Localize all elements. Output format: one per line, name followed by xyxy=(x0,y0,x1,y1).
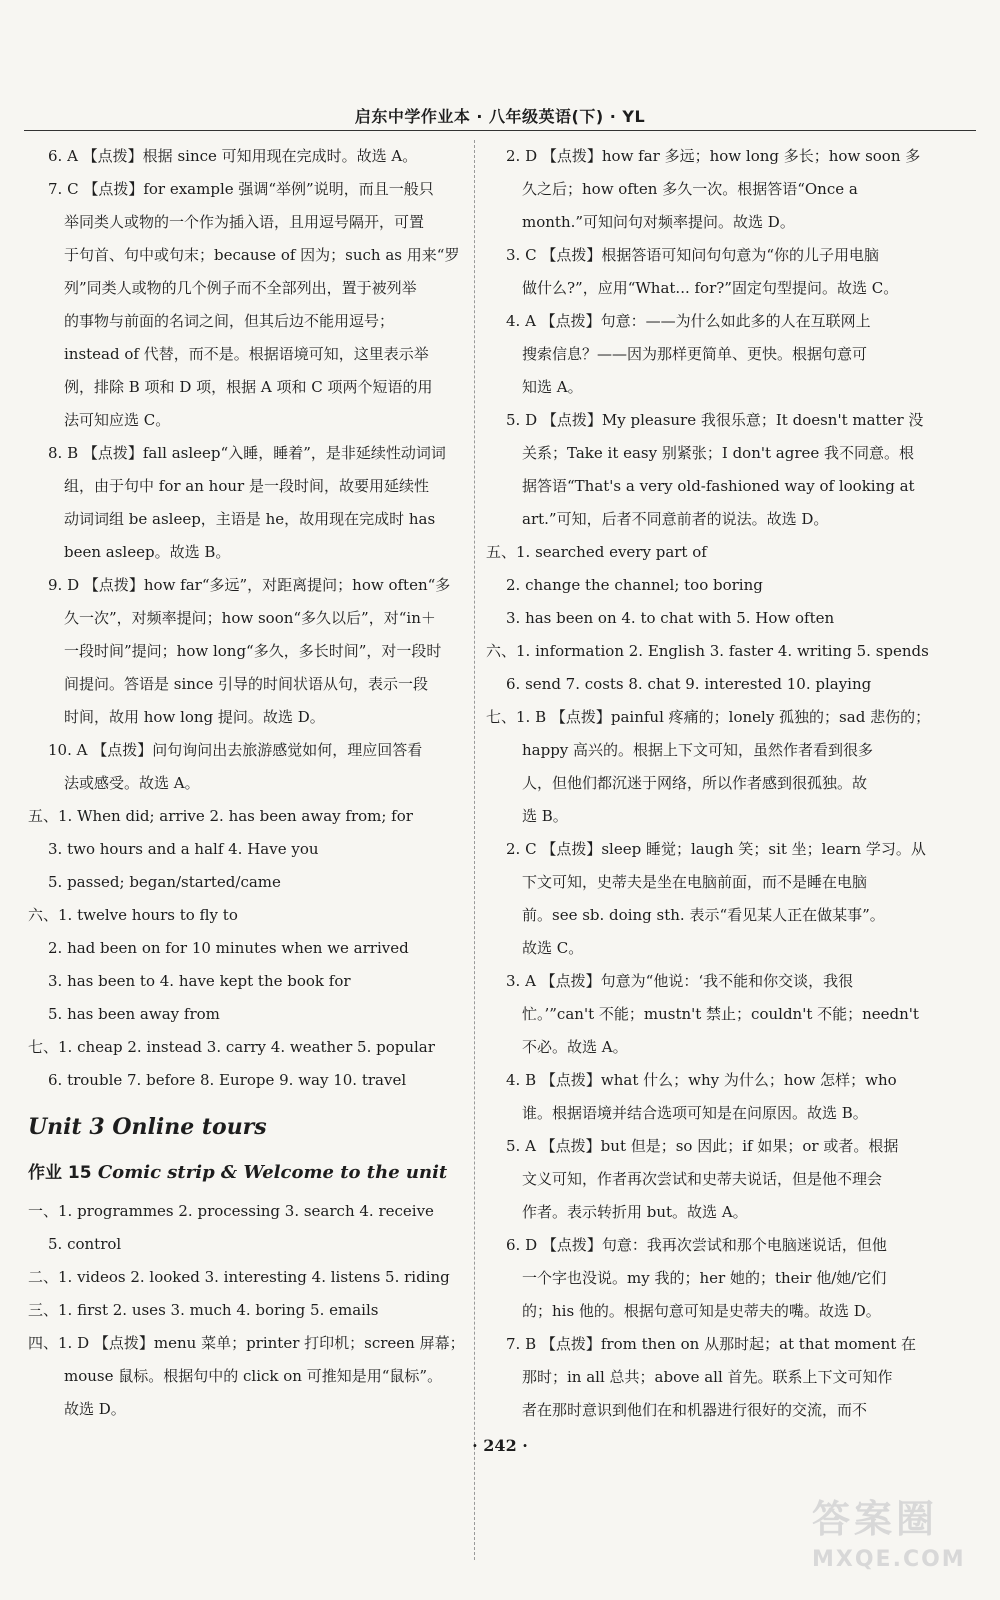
answer-line: 5. D 【点拨】My pleasure 我很乐意；It doesn't matter 没 xyxy=(506,411,924,429)
homework-title xyxy=(28,1153,466,1193)
answer-line: 间提问。答语是 since 引导的时间状语从句，表示一段 xyxy=(64,675,428,693)
answer-line: 人，但他们都沉迷于网络，所以作者感到很孤独。故 xyxy=(522,774,868,792)
answer-line: 列”同类人或物的几个例子而不全部列出，置于被列举 xyxy=(64,279,417,297)
answer-line: 五、1. When did; arrive 2. has been away from; for xyxy=(28,807,413,825)
answer-line: 不必。故选 A。 xyxy=(522,1038,628,1056)
answer-line: 5. control xyxy=(48,1235,122,1253)
answer-line: 者在那时意识到他们在和机器进行很好的交流，而不 xyxy=(522,1401,868,1419)
answer-line: 关系；Take it easy 别紧张；I don't agree 我不同意。根 xyxy=(522,444,915,462)
homework-label: 作业 15 xyxy=(28,1163,92,1183)
running-header: 启东中学作业本 · 八年级英语(下) · YL xyxy=(24,104,976,131)
answer-line: 5. passed; began/started/came xyxy=(48,873,281,891)
left-answers-block-2 xyxy=(28,1195,466,1426)
answer-line: 久一次”，对频率提问；how soon“多久以后”，对“in＋ xyxy=(64,609,436,627)
left-column xyxy=(28,140,466,1426)
answer-line: 三、1. first 2. uses 3. much 4. boring 5. emails xyxy=(28,1301,379,1319)
answer-line: 二、1. videos 2. looked 3. interesting 4. listens 5. riding xyxy=(28,1268,450,1286)
answer-line: 一、1. programmes 2. processing 3. search 4. receive xyxy=(28,1202,434,1220)
right-answers-block xyxy=(486,140,948,1427)
answer-line: 2. change the channel; too boring xyxy=(506,576,763,594)
answer-line: month.”可知问句对频率提问。故选 D。 xyxy=(522,213,795,231)
answer-line: 的；his 他的。根据句意可知是史蒂夫的嘴。故选 D。 xyxy=(522,1302,881,1320)
answer-line: 六、1. twelve hours to fly to xyxy=(28,906,238,924)
answer-line: 5. has been away from xyxy=(48,1005,220,1023)
answer-line: 3. A 【点拨】句意为“他说：‘我不能和你交谈，我很 xyxy=(506,972,854,990)
watermark-logo xyxy=(812,1488,984,1592)
answer-line: 那时；in all 总共；above all 首先。联系上下文可知作 xyxy=(522,1368,893,1386)
answer-line: 3. has been on 4. to chat with 5. How often xyxy=(506,609,835,627)
answer-line: 例，排除 B 项和 D 项，根据 A 项和 C 项两个短语的用 xyxy=(64,378,433,396)
answer-line: 忙。’”can't 不能；mustn't 禁止；couldn't 不能；needn't xyxy=(522,1005,919,1023)
answer-line: 五、1. searched every part of xyxy=(486,543,707,561)
answer-line: 知选 A。 xyxy=(522,378,583,396)
answer-line: 2. had been on for 10 minutes when we arrived xyxy=(48,939,409,957)
homework-name: Comic strip & Welcome to the unit xyxy=(97,1162,448,1183)
answer-line: 3. C 【点拨】根据答语可知问句句意为“你的儿子用电脑 xyxy=(506,246,879,264)
right-column xyxy=(486,140,948,1427)
watermark-url: MXQE.COM xyxy=(812,1547,966,1572)
answer-line: 组，由于句中 for an hour 是一段时间，故要用延续性 xyxy=(64,477,429,495)
answer-line: 的事物与前面的名词之间，但其后边不能用逗号； xyxy=(64,312,395,330)
answer-line: 7. C 【点拨】for example 强调“举例”说明，而且一般只 xyxy=(48,180,434,198)
answer-line: 选 B。 xyxy=(522,807,568,825)
answer-line: 谁。根据语境并结合选项可知是在问原因。故选 B。 xyxy=(522,1104,868,1122)
answer-line: 一个字也没说。my 我的；her 她的；their 他/她/它们 xyxy=(522,1269,887,1287)
answer-line: 于句首、句中或句末；because of 因为；such as 用来“罗 xyxy=(64,246,460,264)
watermark-text: 答案圈 xyxy=(812,1497,939,1541)
answer-line: 6. send 7. costs 8. chat 9. interested 10. playing xyxy=(506,675,872,693)
answer-line: instead of 代替，而不是。根据语境可知，这里表示举 xyxy=(64,345,429,363)
answer-line: 做什么?”，应用“What... for?”固定句型提问。故选 C。 xyxy=(522,279,899,297)
answer-line: 文义可知，作者再次尝试和史蒂夫说话，但是他不理会 xyxy=(522,1170,883,1188)
answer-line: 下文可知，史蒂夫是坐在电脑前面，而不是睡在电脑 xyxy=(522,873,868,891)
answer-line: 动词词组 be asleep，主语是 he，故用现在完成时 has xyxy=(64,510,436,528)
answer-line: 前。see sb. doing sth. 表示“看见某人正在做某事”。 xyxy=(522,906,885,924)
answer-line: 3. two hours and a half 4. Have you xyxy=(48,840,319,858)
answer-line: 法或感受。故选 A。 xyxy=(64,774,200,792)
answer-line: 10. A 【点拨】问句询问出去旅游感觉如何，理应回答看 xyxy=(48,741,423,759)
answer-line: 六、1. information 2. English 3. faster 4. writing 5. spends xyxy=(486,642,929,660)
answer-line: mouse 鼠标。根据句中的 click on 可推知是用“鼠标”。 xyxy=(64,1367,443,1385)
answer-line: 2. D 【点拨】how far 多远；how long 多长；how soon 多 xyxy=(506,147,921,165)
answer-line: 6. trouble 7. before 8. Europe 9. way 10. travel xyxy=(48,1071,407,1089)
answer-line: 2. C 【点拨】sleep 睡觉；laugh 笑；sit 坐；learn 学习。从 xyxy=(506,840,926,858)
answer-line: 5. A 【点拨】but 但是；so 因此；if 如果；or 或者。根据 xyxy=(506,1137,899,1155)
answer-line: 四、1. D 【点拨】menu 菜单；printer 打印机；screen 屏幕； xyxy=(28,1334,465,1352)
answer-line: 7. B 【点拨】from then on 从那时起；at that moment 在 xyxy=(506,1335,917,1353)
answer-line: happy 高兴的。根据上下文可知，虽然作者看到很多 xyxy=(522,741,874,759)
answer-line: 3. has been to 4. have kept the book for xyxy=(48,972,351,990)
answer-line: 一段时间”提问；how long“多久，多长时间”，对一段时 xyxy=(64,642,442,660)
answer-line: 4. A 【点拨】句意：——为什么如此多的人在互联网上 xyxy=(506,312,871,330)
answer-line: 故选 D。 xyxy=(64,1400,126,1418)
answer-line: 8. B 【点拨】fall asleep“入睡，睡着”，是非延续性动词词 xyxy=(48,444,446,462)
answer-line: 搜索信息？——因为那样更简单、更快。根据句意可 xyxy=(522,345,868,363)
answer-line: 举同类人或物的一个作为插入语，且用逗号隔开，可置 xyxy=(64,213,425,231)
unit-title: Unit 3 Online tours xyxy=(28,1114,267,1140)
answer-line: art.”可知，后者不同意前者的说法。故选 D。 xyxy=(522,510,829,528)
answer-line: 据答语“That's a very old-fashioned way of looking at xyxy=(522,477,915,495)
answer-line: been asleep。故选 B。 xyxy=(64,543,231,561)
answer-line: 法可知应选 C。 xyxy=(64,411,171,429)
answer-line: 9. D 【点拨】how far“多远”，对距离提问；how often“多 xyxy=(48,576,451,594)
column-divider xyxy=(474,140,475,1560)
answer-line: 6. D 【点拨】句意：我再次尝试和那个电脑迷说话，但他 xyxy=(506,1236,887,1254)
left-answers-block xyxy=(28,140,466,1097)
answer-line: 七、1. B 【点拨】painful 疼痛的；lonely 孤独的；sad 悲伤的； xyxy=(486,708,931,726)
answer-line: 作者。表示转折用 but。故选 A。 xyxy=(522,1203,748,1221)
answer-line: 6. A 【点拨】根据 since 可知用现在完成时。故选 A。 xyxy=(48,147,418,165)
answer-line: 久之后；how often 多久一次。根据答语“Once a xyxy=(522,180,858,198)
answer-line: 4. B 【点拨】what 什么；why 为什么；how 怎样；who xyxy=(506,1071,897,1089)
answer-line: 故选 C。 xyxy=(522,939,584,957)
answer-line: 时间，故用 how long 提问。故选 D。 xyxy=(64,708,325,726)
page-number: · 242 · xyxy=(472,1436,528,1455)
answer-line: 七、1. cheap 2. instead 3. carry 4. weather 5. popular xyxy=(28,1038,435,1056)
